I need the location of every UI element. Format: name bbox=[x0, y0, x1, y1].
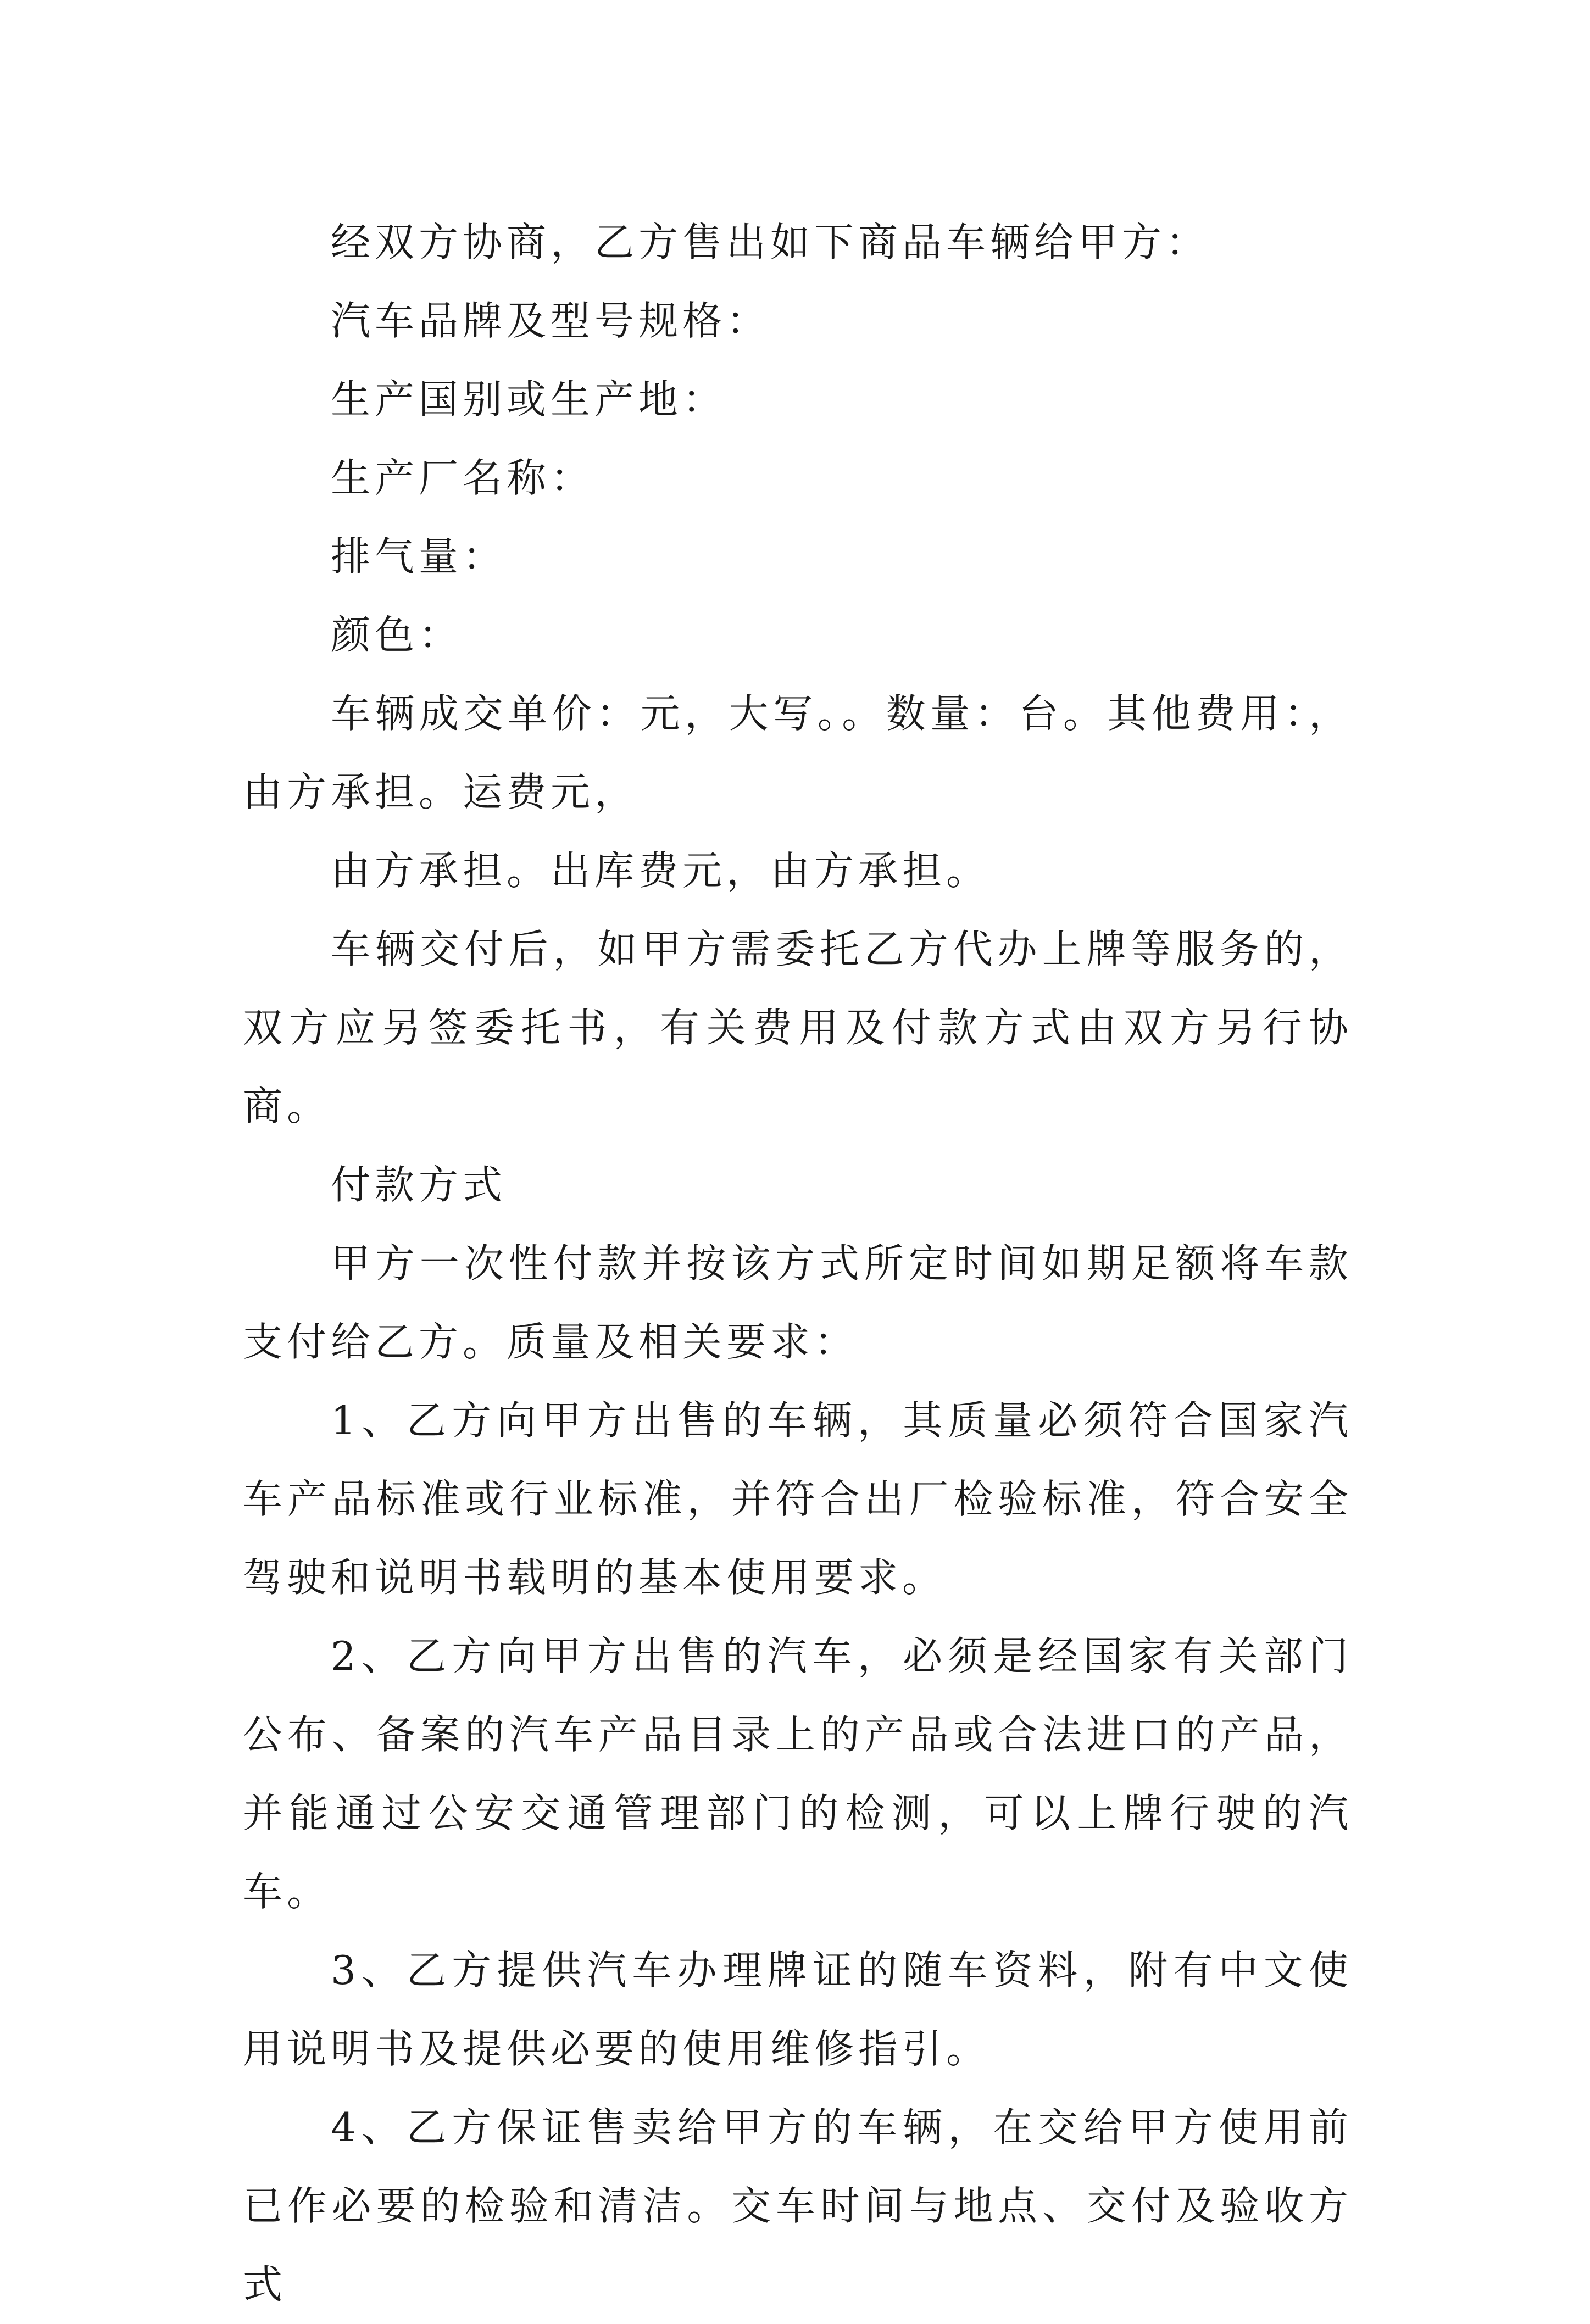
paragraph-quality-1: 1、乙方向甲方出售的车辆，其质量必须符合国家汽车产品标准或行业标准，并符合出厂检验标准，符合安全驾驶和说明书载明的基本使用要求。 bbox=[243, 1397, 1353, 1601]
paragraph-intro: 经双方协商，乙方售出如下商品车辆给甲方： bbox=[331, 219, 1210, 265]
paragraph-registration: 车辆交付后，如甲方需委托乙方代办上牌等服务的，双方应另签委托书，有关费用及付款方式由双方另行协商。 bbox=[243, 926, 1353, 1129]
paragraph-payment: 甲方一次性付款并按该方式所定时间如期足额将车款支付给乙方。质量及相关要求： bbox=[243, 1240, 1353, 1365]
paragraph-origin: 生产国别或生产地： bbox=[331, 376, 727, 422]
paragraph-price: 车辆成交单价：元，大写。。数量：台。其他费用：，由方承担。运费元， bbox=[243, 690, 1353, 815]
paragraph-brand-model: 汽车品牌及型号规格： bbox=[331, 298, 771, 344]
paragraph-color: 颜色： bbox=[331, 612, 463, 658]
paragraph-displacement: 排气量： bbox=[331, 533, 507, 579]
paragraph-delivery-fee: 由方承担。出库费元，由方承担。 bbox=[331, 848, 991, 894]
paragraph-quality-2: 2、乙方向甲方出售的汽车，必须是经国家有关部门公布、备案的汽车产品目录上的产品或合法进口的产品，并能通过公安交通管理部门的检测，可以上牌行驶的汽车。 bbox=[243, 1633, 1353, 1915]
heading-payment-method: 付款方式 bbox=[331, 1162, 507, 1208]
paragraph-quality-3: 3、乙方提供汽车办理牌证的随车资料，附有中文使用说明书及提供必要的使用维修指引。 bbox=[243, 1947, 1353, 2072]
paragraph-quality-4: 4、乙方保证售卖给甲方的车辆，在交给甲方使用前已作必要的检验和清洁。交车时间与地点、交付及验收方式 bbox=[243, 2104, 1353, 2308]
paragraph-manufacturer: 生产厂名称： bbox=[331, 455, 595, 501]
document-body bbox=[243, 203, 1353, 2324]
